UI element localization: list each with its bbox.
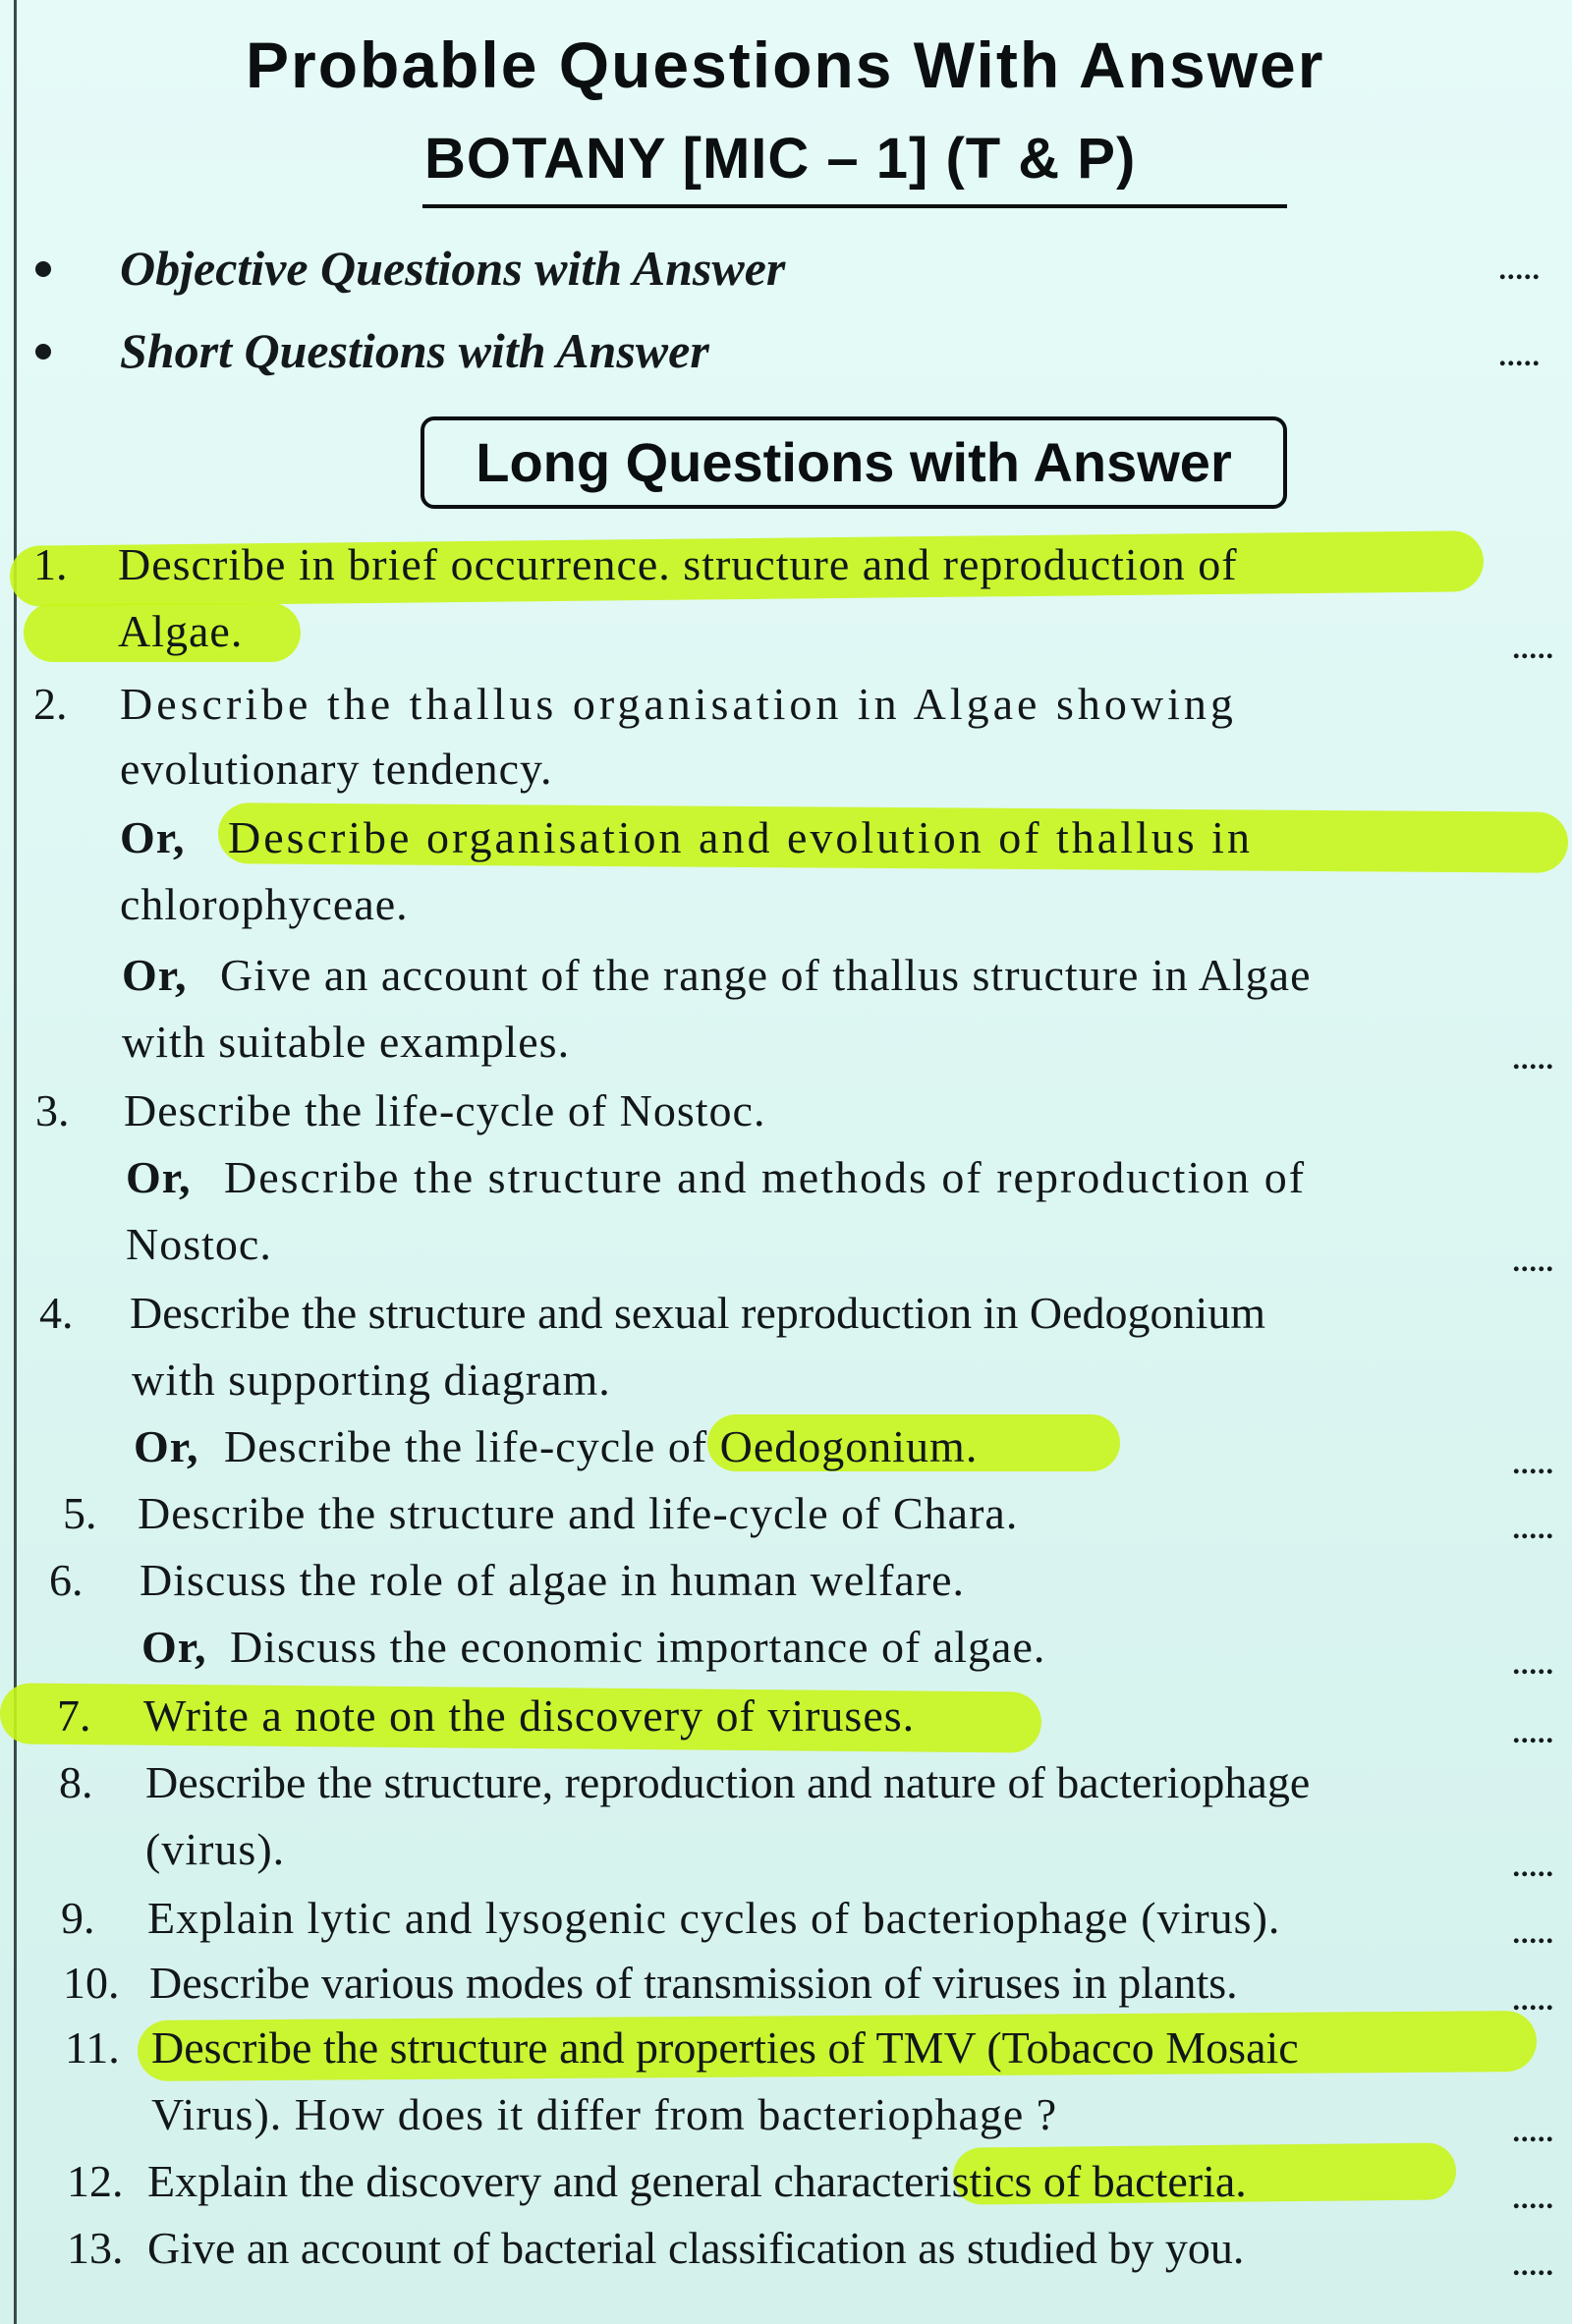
question-text: Describe organisation and evolution of thallus in [228, 812, 1253, 862]
section-label: Objective Questions with Answer [120, 241, 786, 296]
page-title: Probable Questions With Answer [246, 28, 1325, 101]
or-label: Or, [120, 812, 186, 862]
question-text: (virus). [145, 1824, 286, 1874]
question-text: Write a note on the discovery of viruses. [143, 1690, 916, 1741]
section-objective [35, 240, 1558, 299]
question-text: Describe the life-cycle of Nostoc. [124, 1085, 766, 1135]
leader-dots: ..... [1512, 2249, 1554, 2282]
question-text: Describe the structure and sexual reproduction in Oedogonium [130, 1288, 1266, 1338]
or-label: Or, [122, 950, 188, 1000]
question-number: 10. [63, 1958, 120, 2008]
leader-dots: ..... [1512, 2183, 1554, 2215]
question-text: Describe the structure and properties of TMV (Tobacco Mosaic [151, 2022, 1299, 2073]
question-text: Describe the life-cycle of Oedogonium. [224, 1421, 979, 1471]
question-number: 2. [33, 679, 68, 729]
bullet-icon [35, 261, 51, 277]
or-label: Or, [126, 1152, 192, 1202]
question-text: Discuss the economic importance of algae. [230, 1622, 1046, 1672]
question-number: 11. [65, 2022, 120, 2073]
question-number: 9. [61, 1893, 95, 1943]
question-text: Virus). How does it differ from bacteriophage ? [151, 2089, 1058, 2139]
leader-dots: ..... [1512, 1648, 1554, 1681]
leader-dots: ..... [1498, 253, 1541, 286]
long-questions-heading: Long Questions with Answer [421, 416, 1287, 509]
left-margin-rule [14, 0, 17, 2324]
leader-dots: ..... [1512, 633, 1554, 665]
question-text: Discuss the role of algae in human welfare. [140, 1555, 966, 1605]
question-number: 1. [33, 539, 68, 589]
leader-dots: ..... [1512, 1851, 1554, 1883]
leader-dots: ..... [1512, 1513, 1554, 1545]
question-text: Explain lytic and lysogenic cycles of bacteriophage (virus). [147, 1893, 1281, 1943]
question-number: 12. [67, 2156, 124, 2206]
leader-dots: ..... [1512, 1245, 1554, 1278]
question-text: Describe the structure and life-cycle of Chara. [138, 1488, 1019, 1538]
leader-dots: ..... [1512, 1917, 1554, 1950]
question-number: 7. [57, 1690, 91, 1741]
question-text: Describe the structure and methods of reproduction of [224, 1152, 1307, 1202]
bullet-icon [35, 344, 51, 360]
question-text: Describe the thallus organisation in Algae showing [120, 679, 1237, 729]
question-number: 8. [59, 1757, 93, 1807]
leader-dots: ..... [1512, 1043, 1554, 1076]
question-number: 4. [39, 1288, 74, 1338]
question-text: Nostoc. [126, 1219, 272, 1269]
question-text: chlorophyceae. [120, 879, 409, 929]
question-text: Describe in brief occurrence. structure and reproduction of [118, 539, 1238, 589]
question-text: Algae. [118, 606, 244, 656]
or-label: Or, [141, 1622, 207, 1672]
question-text: Describe the structure, reproduction and nature of bacteriophage [145, 1757, 1311, 1807]
question-number: 13. [67, 2223, 124, 2273]
question-text: evolutionary tendency. [120, 744, 553, 794]
or-label: Or, [134, 1421, 199, 1471]
question-text: Give an account of the range of thallus structure in Algae [220, 950, 1312, 1000]
section-short [35, 322, 1558, 381]
question-text: with supporting diagram. [132, 1355, 611, 1405]
leader-dots: ..... [1512, 1448, 1554, 1480]
question-text: Give an account of bacterial classification as studied by you. [147, 2223, 1245, 2273]
leader-dots: ..... [1512, 1717, 1554, 1749]
section-label: Short Questions with Answer [120, 323, 709, 378]
question-text: with suitable examples. [122, 1017, 571, 1067]
leader-dots: ..... [1512, 1984, 1554, 2017]
leader-dots: ..... [1512, 2116, 1554, 2148]
question-text: Describe various modes of transmission of viruses in plants. [149, 1958, 1238, 2008]
question-number: 5. [63, 1488, 97, 1538]
question-number: 6. [49, 1555, 84, 1605]
page-subtitle: BOTANY [MIC – 1] (T & P) [424, 127, 1137, 191]
question-number: 3. [35, 1085, 70, 1135]
subtitle-underline [422, 204, 1287, 208]
leader-dots: ..... [1498, 340, 1541, 372]
question-text: Explain the discovery and general characteristics of bacteria. [147, 2156, 1247, 2206]
